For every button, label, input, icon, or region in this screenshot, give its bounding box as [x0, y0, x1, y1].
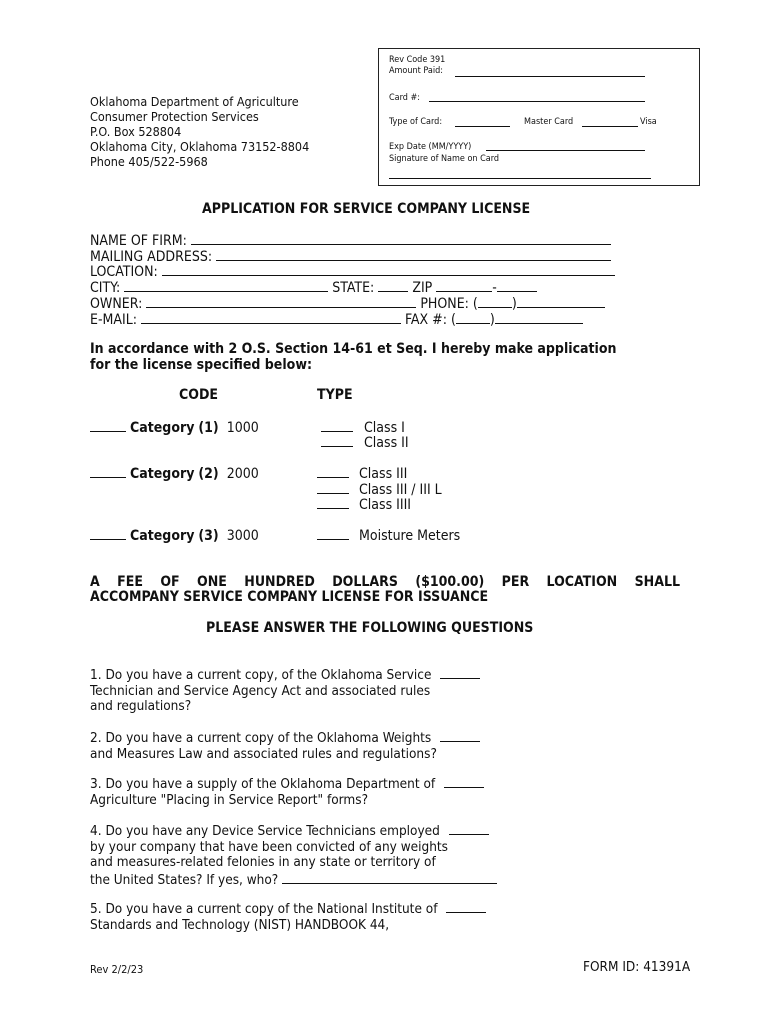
card-number-label: Card #:: [389, 93, 421, 103]
payment-box: [378, 48, 700, 186]
answer-input[interactable]: [440, 729, 480, 742]
type-row: [317, 527, 460, 544]
statement-line: In accordance with 2 O.S. Section 14-61 et Seq. I hereby make application: [90, 341, 617, 357]
agency-line: Phone 405/522-5968: [90, 154, 208, 169]
name-of-firm-input[interactable]: [191, 232, 611, 245]
type-row: [321, 434, 409, 451]
type-label: Class III / III L: [359, 482, 442, 498]
type-input[interactable]: [317, 527, 349, 540]
email-input[interactable]: [141, 311, 401, 324]
exp-date-label: Exp Date (MM/YYYY): [389, 142, 472, 152]
question-line: the United States? If yes, who?: [90, 871, 279, 888]
amount-paid-field[interactable]: [455, 76, 645, 77]
name-of-firm-row: [90, 232, 611, 250]
answer-input[interactable]: [449, 822, 489, 835]
who-input[interactable]: [282, 871, 497, 884]
question-2: [90, 729, 480, 762]
question-line: Technician and Service Agency Act and associated rules: [90, 682, 431, 699]
agency-line: Oklahoma City, Oklahoma 73152-8804: [90, 139, 310, 154]
agency-line: P.O. Box 528804: [90, 124, 182, 139]
type-label: Class IIII: [359, 497, 411, 513]
agency-line: Consumer Protection Services: [90, 109, 259, 124]
type-of-card-label: Type of Card:: [389, 117, 443, 127]
question-line: and regulations?: [90, 698, 192, 714]
phone-label: PHONE: (: [420, 296, 478, 312]
form-id: FORM ID: 41391A: [583, 959, 691, 975]
type-row: [317, 496, 411, 513]
type-of-card-field[interactable]: [455, 126, 510, 127]
city-input[interactable]: [124, 279, 328, 292]
type-header: TYPE: [317, 387, 353, 403]
phone-input[interactable]: [517, 295, 605, 308]
category-num: (3): [198, 528, 219, 544]
category-label: Category: [130, 528, 195, 544]
question-line: and measures-related felonies in any state or territory of: [90, 854, 436, 870]
answer-input[interactable]: [440, 666, 480, 679]
category-code: 1000: [226, 420, 259, 436]
state-input[interactable]: [378, 279, 408, 292]
category-1-row: [90, 419, 259, 436]
form-title: APPLICATION FOR SERVICE COMPANY LICENSE: [202, 201, 531, 217]
question-5: [90, 900, 486, 933]
question-line: 2. Do you have a current copy of the Oklahoma Weights: [90, 730, 432, 746]
exp-date-field[interactable]: [486, 150, 645, 151]
type-label: Class I: [364, 420, 405, 436]
question-line: 1. Do you have a current copy, of the Oklahoma Service: [90, 667, 432, 683]
type-input[interactable]: [317, 465, 349, 478]
rev-code: Rev Code 391: [389, 55, 446, 65]
revision-date: Rev 2/2/23: [90, 963, 144, 976]
category-3-row: [90, 527, 259, 544]
name-of-firm-label: NAME OF FIRM:: [90, 233, 187, 249]
category-num: (1): [198, 420, 219, 436]
statement-line: for the license specified below:: [90, 357, 312, 373]
mailing-address-input[interactable]: [216, 248, 611, 261]
questions-header: PLEASE ANSWER THE FOLLOWING QUESTIONS: [206, 620, 534, 636]
question-4: [90, 822, 497, 888]
category-label: Category: [130, 420, 195, 436]
type-label: Class III: [359, 466, 408, 482]
location-label: LOCATION:: [90, 264, 158, 280]
question-line: Agriculture "Placing in Service Report" forms?: [90, 791, 369, 808]
type-input[interactable]: [321, 419, 353, 432]
signature-label: Signature of Name on Card: [389, 154, 500, 164]
city-row: [90, 279, 537, 297]
question-3: [90, 775, 484, 808]
type-input[interactable]: [317, 496, 349, 509]
city-label: CITY:: [90, 280, 121, 296]
signature-field[interactable]: [389, 178, 651, 179]
location-input[interactable]: [162, 263, 615, 276]
answer-input[interactable]: [444, 775, 484, 788]
zip-dash: -: [492, 280, 497, 296]
master-card-label: Master Card: [524, 117, 574, 127]
question-line: 4. Do you have any Device Service Technicians employed: [90, 823, 440, 839]
fax-input[interactable]: [495, 311, 583, 324]
type-label: Moisture Meters: [359, 528, 461, 544]
amount-paid-label: Amount Paid:: [389, 66, 443, 76]
agency-line: Oklahoma Department of Agriculture: [90, 94, 299, 109]
owner-label: OWNER:: [90, 296, 143, 312]
type-row: [317, 465, 407, 482]
visa-label: Visa: [640, 117, 657, 127]
question-line: by your company that have been convicted of any weights: [90, 838, 449, 855]
zip-ext-input[interactable]: [497, 279, 537, 292]
category-label: Category: [130, 466, 195, 482]
category-3-input[interactable]: [90, 527, 126, 540]
owner-input[interactable]: [146, 295, 416, 308]
question-1: [90, 666, 480, 715]
question-line: 3. Do you have a supply of the Oklahoma Department of: [90, 776, 436, 792]
question-line: and Measures Law and associated rules and regulations?: [90, 745, 437, 762]
fax-label: FAX #: (: [404, 312, 456, 328]
fax-area-input[interactable]: [456, 311, 490, 324]
state-label: STATE:: [332, 280, 375, 296]
master-card-field[interactable]: [582, 126, 638, 127]
fee-notice-line: ACCOMPANY SERVICE COMPANY LICENSE FOR ISSUANCE: [90, 589, 489, 605]
zip-label: ZIP: [412, 280, 433, 296]
fee-notice-line: A FEE OF ONE HUNDRED DOLLARS ($100.00) PER LOCATION SHALL: [90, 574, 680, 590]
type-input[interactable]: [321, 434, 353, 447]
category-code: 3000: [226, 528, 259, 544]
email-label: E-MAIL:: [90, 312, 137, 328]
type-label: Class II: [364, 435, 409, 451]
statement: [90, 341, 617, 373]
location-row: [90, 263, 615, 281]
zip-input[interactable]: [436, 279, 492, 292]
card-number-field[interactable]: [429, 101, 645, 102]
phone-close: ): [511, 296, 517, 312]
agency-address: [90, 94, 309, 169]
phone-area-input[interactable]: [478, 295, 512, 308]
type-input[interactable]: [317, 481, 349, 494]
category-num: (2): [198, 466, 219, 482]
category-1-input[interactable]: [90, 419, 126, 432]
question-line: 5. Do you have a current copy of the National Institute of: [90, 901, 438, 917]
question-line: Standards and Technology (NIST) HANDBOOK 44,: [90, 916, 390, 933]
category-2-input[interactable]: [90, 465, 126, 478]
fax-close: ): [489, 312, 495, 328]
email-row: [90, 311, 583, 329]
answer-input[interactable]: [446, 900, 486, 913]
code-header: CODE: [179, 387, 219, 403]
owner-row: [90, 295, 605, 313]
mailing-address-label: MAILING ADDRESS:: [90, 249, 213, 265]
category-2-row: [90, 465, 259, 482]
category-code: 2000: [226, 466, 259, 482]
